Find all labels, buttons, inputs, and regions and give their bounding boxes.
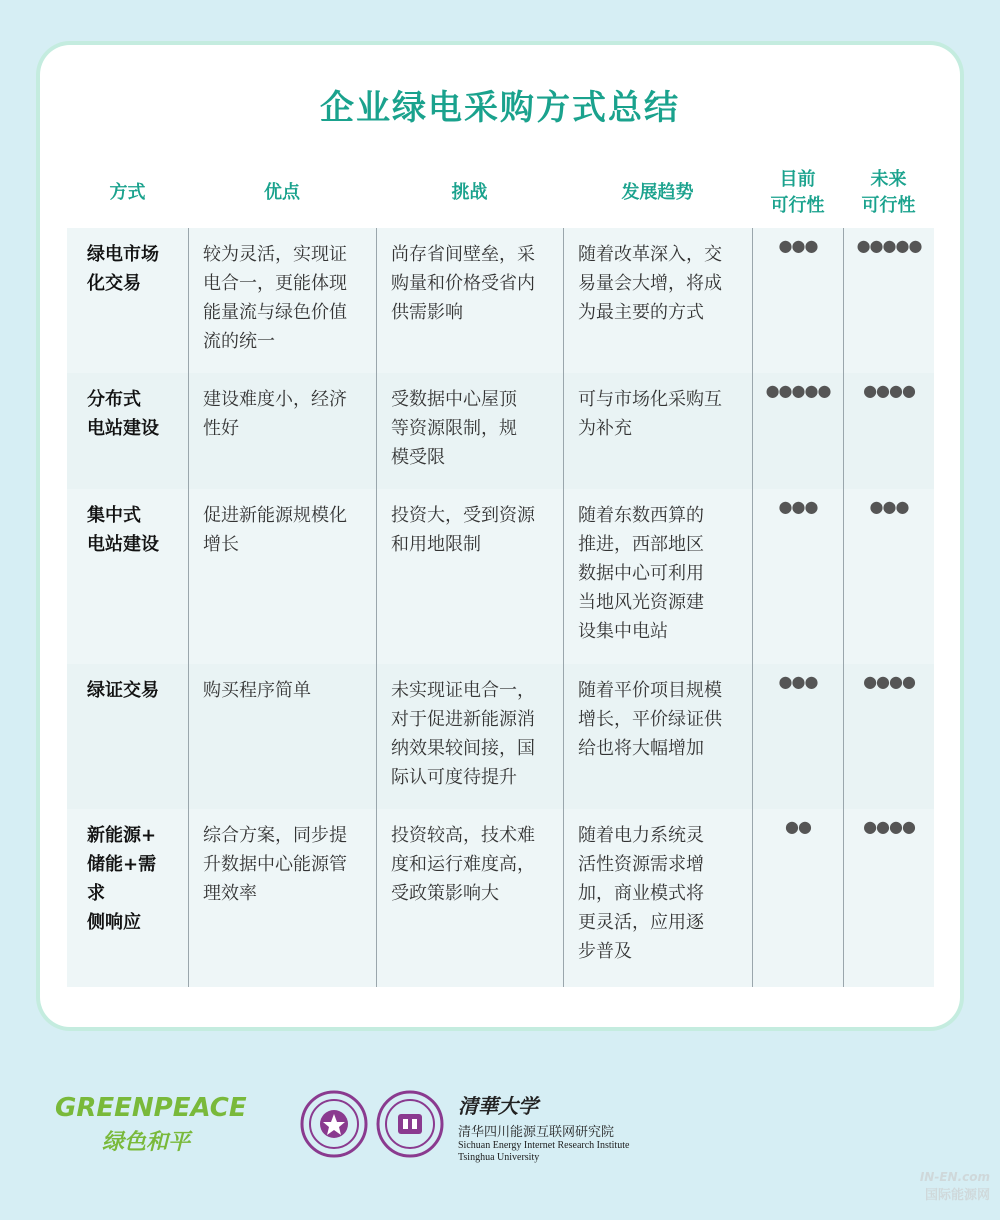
pros-cell: 购买程序简单 bbox=[188, 664, 376, 809]
table-row bbox=[67, 664, 934, 809]
table-row bbox=[67, 809, 934, 987]
header-pros: 优点 bbox=[264, 182, 300, 203]
pros-cell: 促进新能源规模化 增长 bbox=[188, 489, 376, 664]
header-challenges: 挑战 bbox=[451, 182, 488, 203]
watermark-cn: 国际能源网 bbox=[924, 1188, 990, 1203]
method-cell: 分布式 电站建设 bbox=[87, 389, 159, 439]
tsinghua-seal-icon bbox=[300, 1090, 368, 1158]
future-rating: ●●●● bbox=[843, 809, 934, 987]
watermark-en: IN-EN.com bbox=[919, 1170, 990, 1184]
header-current-feasibility: 目前 可行性 bbox=[770, 169, 825, 216]
table-header bbox=[67, 158, 934, 228]
greenpeace-logo-cn: 绿色和平 bbox=[102, 1130, 191, 1155]
table-row bbox=[67, 489, 934, 664]
trend-cell: 随着改革深入，交 易量会大增，将成 为最主要的方式 bbox=[563, 228, 752, 373]
institute-name-en: Sichuan Energy Internet Research Institute bbox=[458, 1140, 630, 1151]
challenges-cell: 尚存省间壁垒，采 购量和价格受省内 供需影响 bbox=[376, 228, 563, 373]
challenges-cell: 未实现证电合一， 对于促进新能源消 纳效果较间接，国 际认可度待提升 bbox=[376, 664, 563, 809]
future-rating: ●●●● bbox=[843, 373, 934, 489]
current-rating: ●●● bbox=[752, 489, 843, 664]
trend-cell: 随着东数西算的 推进，西部地区 数据中心可利用 当地风光资源建 设集中电站 bbox=[563, 489, 752, 664]
current-rating: ●●● bbox=[752, 664, 843, 809]
challenges-cell: 受数据中心屋顶 等资源限制，规 模受限 bbox=[376, 373, 563, 489]
header-method: 方式 bbox=[109, 182, 146, 203]
watermark bbox=[920, 1170, 990, 1203]
pros-cell: 综合方案，同步提 升数据中心能源管 理效率 bbox=[188, 809, 376, 987]
university-name-en: Tsinghua University bbox=[458, 1152, 540, 1163]
method-cell: 绿电市场 化交易 bbox=[87, 244, 159, 294]
table-row bbox=[67, 228, 934, 373]
current-rating: ●●●●● bbox=[752, 373, 843, 489]
trend-cell: 随着电力系统灵 活性资源需求增 加，商业模式将 更灵活，应用逐 步普及 bbox=[563, 809, 752, 987]
challenges-cell: 投资较高，技术难 度和运行难度高， 受政策影响大 bbox=[376, 809, 563, 987]
table-row bbox=[67, 373, 934, 489]
current-rating: ●●● bbox=[752, 228, 843, 373]
trend-cell: 随着平价项目规模 增长，平价绿证供 给也将大幅增加 bbox=[563, 664, 752, 809]
greenpeace-logo: GREENPEACE bbox=[55, 1093, 247, 1123]
current-rating: ●● bbox=[752, 809, 843, 987]
institute-seal-icon bbox=[376, 1090, 444, 1158]
tsinghua-wordmark: 清華大学 bbox=[458, 1094, 538, 1118]
pros-cell: 较为灵活，实现证 电合一，更能体现 能量流与绿色价值 流的统一 bbox=[188, 228, 376, 373]
page-title: 企业绿电采购方式总结 bbox=[320, 88, 680, 128]
header-trend: 发展趋势 bbox=[621, 182, 694, 203]
method-cell: 集中式 电站建设 bbox=[87, 505, 159, 555]
summary-table bbox=[67, 158, 934, 987]
method-cell: 新能源+ 储能+需求 侧响应 bbox=[87, 825, 157, 933]
method-cell: 绿证交易 bbox=[87, 680, 159, 701]
institute-name-cn: 清华四川能源互联网研究院 bbox=[458, 1125, 615, 1140]
future-rating: ●●● bbox=[843, 489, 934, 664]
future-rating: ●●●●● bbox=[843, 228, 934, 373]
institute-block bbox=[458, 1090, 629, 1164]
header-future-feasibility: 未来 可行性 bbox=[861, 169, 916, 216]
future-rating: ●●●● bbox=[843, 664, 934, 809]
pros-cell: 建设难度小，经济 性好 bbox=[188, 373, 376, 489]
trend-cell: 可与市场化采购互 为补充 bbox=[563, 373, 752, 489]
challenges-cell: 投资大，受到资源 和用地限制 bbox=[376, 489, 563, 664]
